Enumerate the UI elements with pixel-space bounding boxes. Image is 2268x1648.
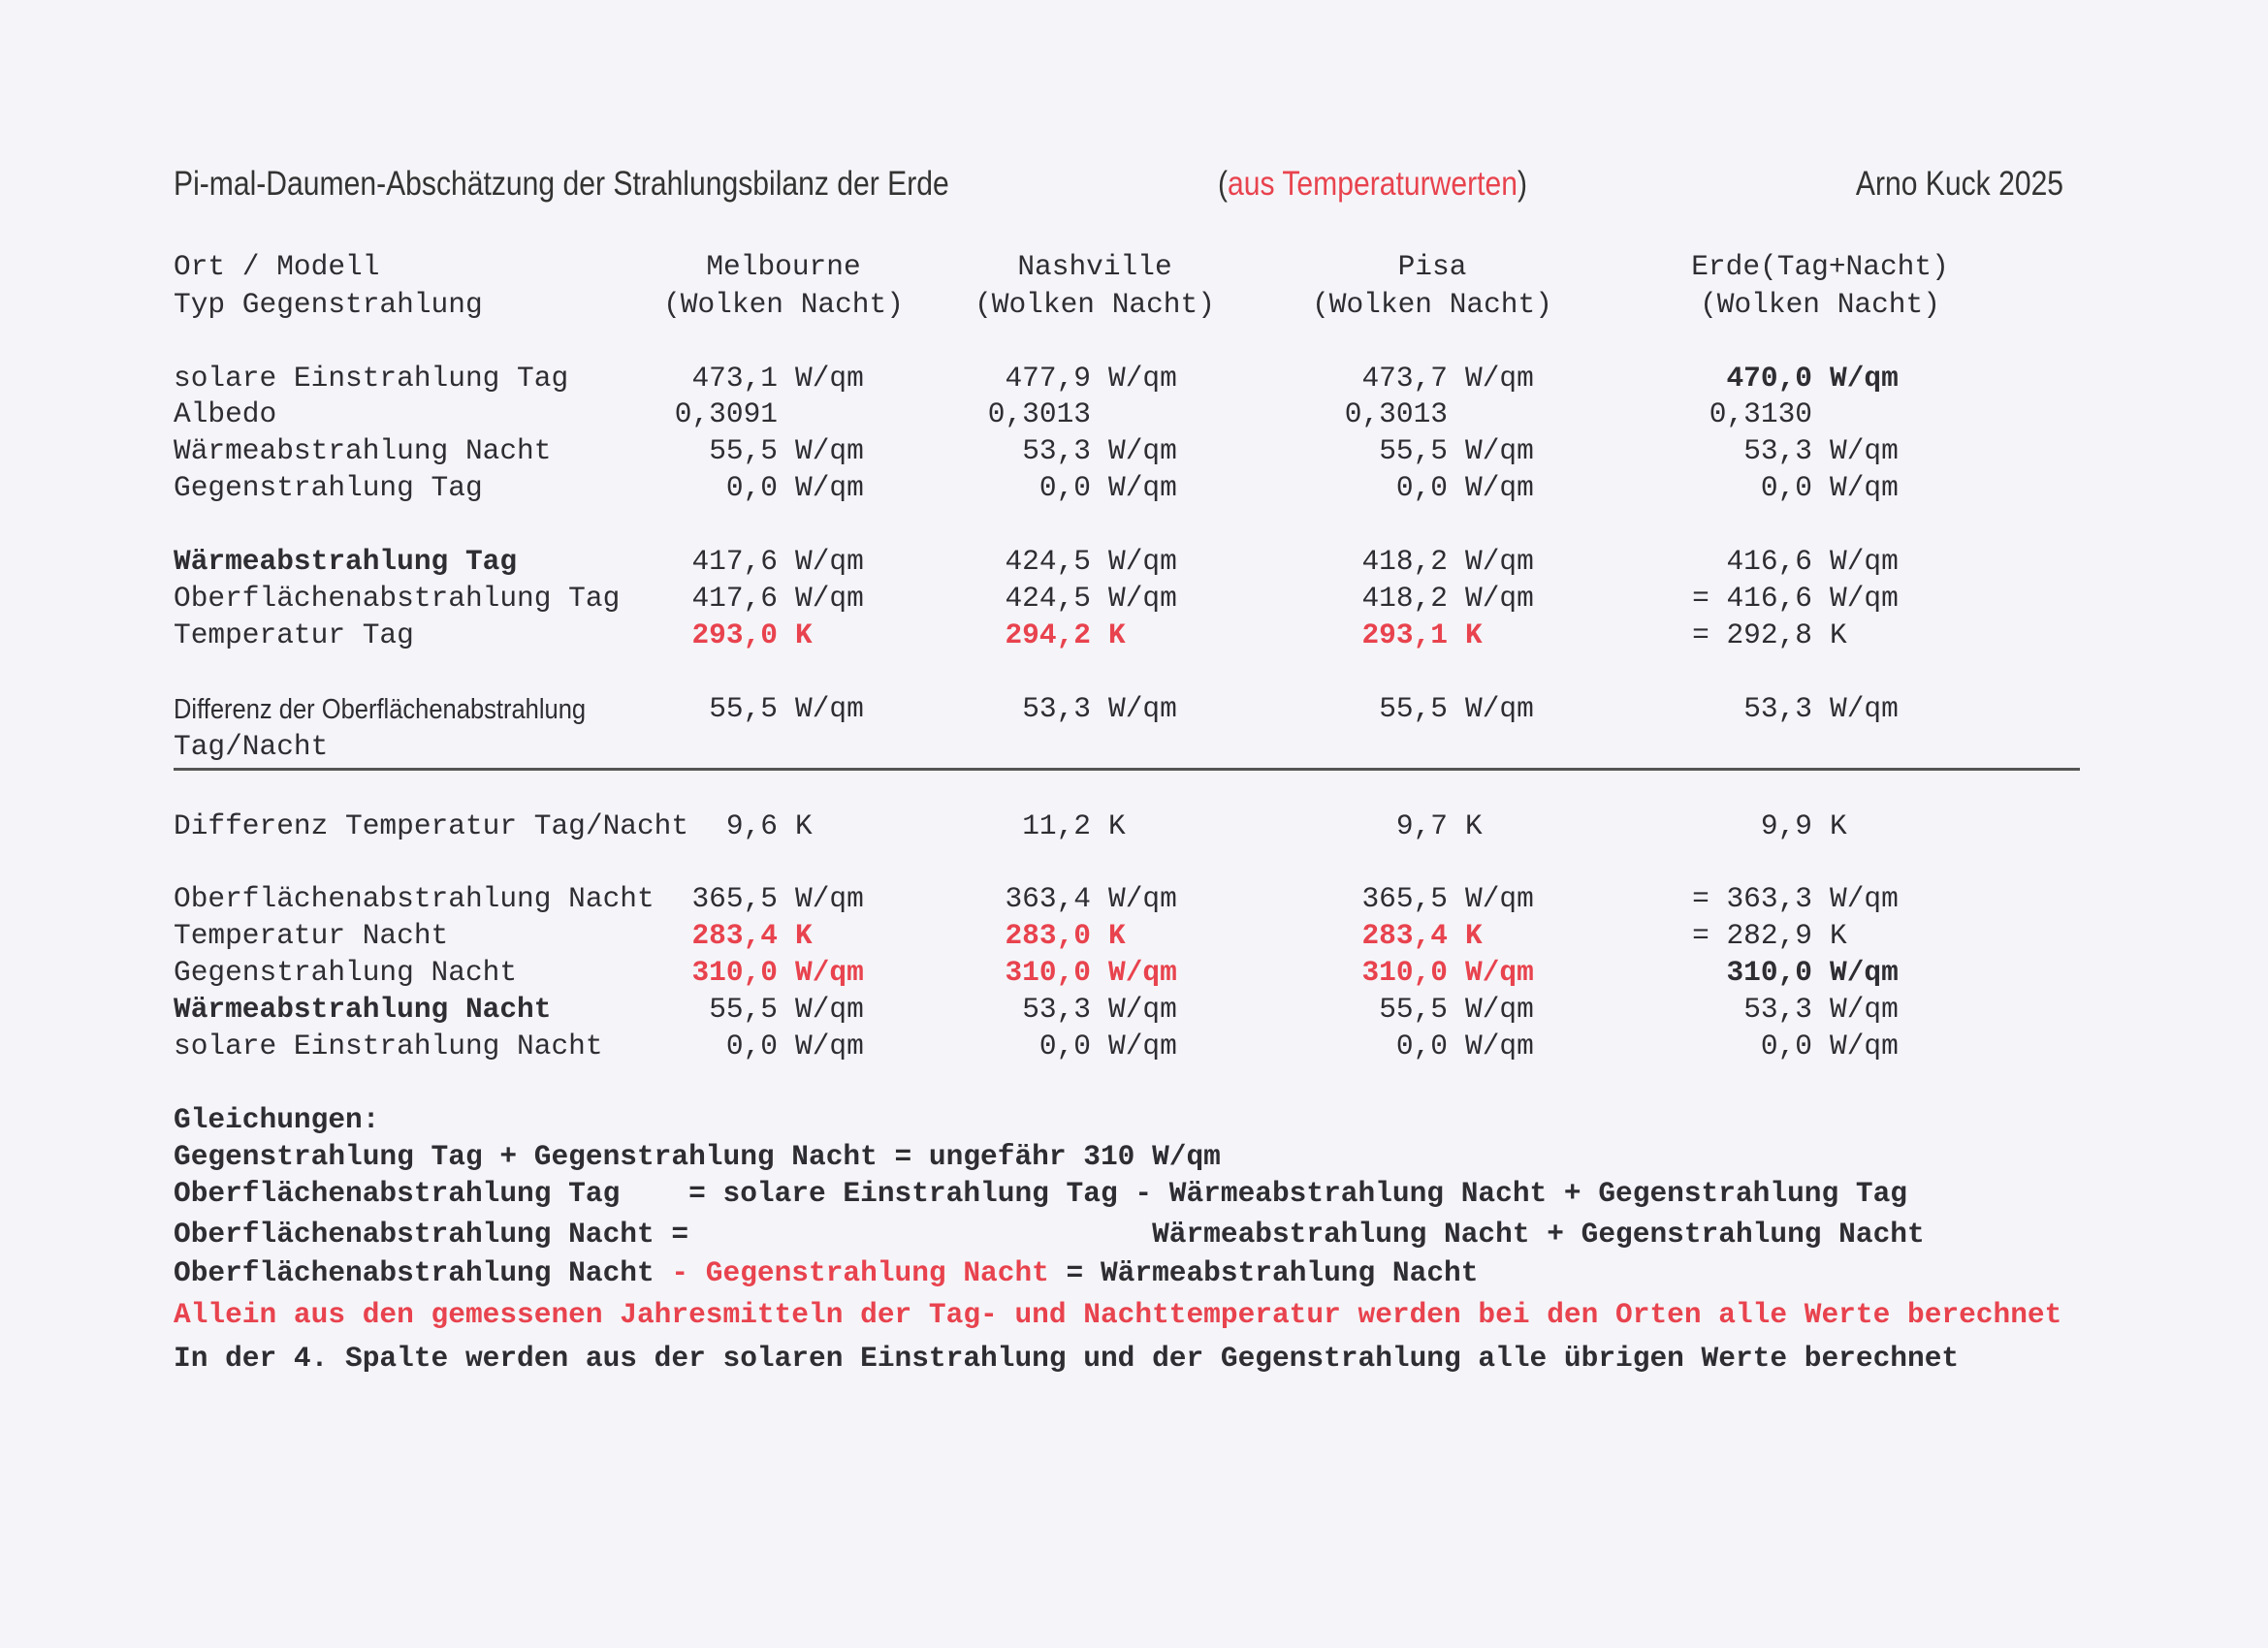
cell-value: 0,0 — [725, 471, 778, 504]
row-label: Albedo — [174, 397, 277, 430]
table-cell — [0, 809, 1812, 842]
cell-unit: W/qm — [1465, 471, 1534, 504]
cell-value: 310,0 — [1361, 956, 1448, 989]
cell-unit: W/qm — [795, 434, 864, 467]
cell-unit: W/qm — [1108, 471, 1177, 504]
cell-unit: W/qm — [795, 362, 864, 395]
cell-value: 424,5 — [1005, 545, 1091, 578]
equation-segment: Allein aus den gemessenen Jahresmitteln der Tag- und Nachttemperatur werden bei den Orten alle Werte berechnet — [174, 1298, 2062, 1331]
cell-value: 0,3013 — [1344, 397, 1448, 430]
subtitle-open-paren: ( — [1218, 165, 1229, 203]
cell-value: 470,0 — [1726, 362, 1812, 395]
cell-unit: W/qm — [1108, 993, 1177, 1026]
table-cell — [0, 956, 1812, 989]
cell-unit: K — [1830, 618, 1847, 651]
equation-segment: = Wärmeabstrahlung Nacht — [1048, 1256, 1479, 1289]
cell-value: 55,5 — [709, 692, 778, 725]
cell-unit: K — [1108, 809, 1126, 842]
cell-unit: W/qm — [1830, 692, 1899, 725]
row-label-continued: Tag/Nacht — [174, 730, 329, 763]
cell-value: 55,5 — [1379, 692, 1448, 725]
cell-unit: W/qm — [1465, 993, 1534, 1026]
cell-value: 0,0 — [1760, 471, 1812, 504]
cell-value: = 363,3 — [1692, 882, 1812, 915]
cell-unit: K — [1108, 618, 1126, 651]
equation-segment: Oberflächenabstrahlung Nacht — [174, 1256, 672, 1289]
cell-value: = 416,6 — [1692, 582, 1812, 615]
cell-value: 0,0 — [1038, 471, 1091, 504]
cell-unit: W/qm — [1108, 956, 1177, 989]
column-header: (Wolken Nacht) — [663, 288, 904, 321]
cell-unit: K — [1465, 618, 1483, 651]
cell-value: 417,6 — [691, 545, 778, 578]
cell-value: 417,6 — [691, 582, 778, 615]
subtitle-text: aus Temperaturwerten — [1228, 165, 1517, 203]
row-label: solare Einstrahlung Nacht — [174, 1030, 603, 1062]
subtitle-close-paren: ) — [1517, 165, 1527, 203]
author-line: Arno Kuck 2025 — [1855, 165, 2063, 203]
cell-unit: W/qm — [1830, 434, 1899, 467]
cell-unit: W/qm — [1108, 882, 1177, 915]
cell-value: 0,0 — [1395, 1030, 1448, 1062]
cell-value: 55,5 — [1379, 434, 1448, 467]
cell-value: 418,2 — [1361, 545, 1448, 578]
cell-unit: K — [795, 618, 813, 651]
row-label: Temperatur Tag — [174, 618, 414, 651]
row-label: Wärmeabstrahlung Tag — [174, 545, 518, 578]
row-label: Gegenstrahlung Tag — [174, 471, 483, 504]
cell-value: = 292,8 — [1692, 618, 1812, 651]
cell-value: 0,3130 — [1709, 397, 1812, 430]
cell-unit: W/qm — [1465, 582, 1534, 615]
table-cell — [0, 618, 1812, 651]
cell-value: 0,0 — [1038, 1030, 1091, 1062]
column-header: Pisa — [1397, 250, 1467, 283]
cell-unit: K — [795, 809, 813, 842]
cell-value: 310,0 — [691, 956, 778, 989]
cell-unit: W/qm — [1465, 434, 1534, 467]
cell-unit: W/qm — [1830, 993, 1899, 1026]
cell-value: 11,2 — [1022, 809, 1091, 842]
cell-value: 53,3 — [1743, 692, 1812, 725]
cell-value: 55,5 — [709, 434, 778, 467]
equation-segment: Gegenstrahlung Tag + Gegenstrahlung Nacht = ungefähr 310 W/qm — [174, 1140, 1221, 1173]
cell-unit: W/qm — [1108, 362, 1177, 395]
cell-value: 293,1 — [1361, 618, 1448, 651]
cell-value: 418,2 — [1361, 582, 1448, 615]
equation-line — [174, 1256, 1478, 1289]
cell-unit: W/qm — [795, 471, 864, 504]
header-label: Ort / Modell — [174, 250, 380, 283]
row-label: Oberflächenabstrahlung Nacht — [174, 882, 655, 915]
table-cell — [0, 471, 1812, 504]
cell-unit: W/qm — [795, 692, 864, 725]
cell-value: 294,2 — [1005, 618, 1091, 651]
cell-unit: W/qm — [795, 993, 864, 1026]
cell-unit: W/qm — [795, 1030, 864, 1062]
cell-unit: W/qm — [795, 582, 864, 615]
cell-unit: K — [1830, 919, 1847, 952]
cell-value: 283,4 — [691, 919, 778, 952]
cell-unit: K — [795, 919, 813, 952]
cell-value: 416,6 — [1726, 545, 1812, 578]
table-cell — [0, 397, 1812, 430]
table-cell — [0, 582, 1812, 615]
equation-segment: Oberflächenabstrahlung Nacht = Wärmeabstrahlung Nacht + Gegenstrahlung Nacht — [174, 1218, 1925, 1251]
cell-unit: W/qm — [795, 882, 864, 915]
cell-unit: W/qm — [1830, 582, 1899, 615]
cell-unit: W/qm — [1830, 362, 1899, 395]
cell-value: 283,0 — [1005, 919, 1091, 952]
cell-value: 55,5 — [1379, 993, 1448, 1026]
cell-value: 283,4 — [1361, 919, 1448, 952]
cell-unit: K — [1108, 919, 1126, 952]
cell-unit: W/qm — [1465, 545, 1534, 578]
cell-value: 293,0 — [691, 618, 778, 651]
cell-value: 9,9 — [1760, 809, 1812, 842]
cell-unit: W/qm — [1108, 545, 1177, 578]
cell-unit: W/qm — [1108, 582, 1177, 615]
row-label: solare Einstrahlung Tag — [174, 362, 569, 395]
equation-segment: - Gegenstrahlung Nacht — [671, 1256, 1049, 1289]
equation-segment: Oberflächenabstrahlung Tag = solare Einstrahlung Tag - Wärmeabstrahlung Nacht + Gegenstrahlung Tag — [174, 1177, 1907, 1210]
separator-line — [174, 768, 2080, 771]
table-cell — [0, 362, 1812, 395]
column-header: Melbourne — [706, 250, 861, 283]
cell-value: 55,5 — [709, 993, 778, 1026]
row-label: Wärmeabstrahlung Nacht — [174, 993, 552, 1026]
table-cell — [0, 882, 1812, 915]
cell-value: 0,3013 — [987, 397, 1091, 430]
cell-unit: W/qm — [1830, 882, 1899, 915]
cell-value: 53,3 — [1743, 993, 1812, 1026]
table-cell — [0, 993, 1812, 1026]
cell-unit: W/qm — [1465, 692, 1534, 725]
row-label: Gegenstrahlung Nacht — [174, 956, 518, 989]
equations-heading: Gleichungen: — [174, 1103, 380, 1136]
table-cell — [0, 545, 1812, 578]
table-cell — [0, 919, 1812, 952]
table-cell — [0, 1030, 1812, 1062]
cell-value: 477,9 — [1005, 362, 1091, 395]
cell-value: 365,5 — [1361, 882, 1448, 915]
cell-value: 53,3 — [1022, 692, 1091, 725]
document-subtitle — [1218, 165, 1527, 204]
cell-unit: W/qm — [1108, 1030, 1177, 1062]
equation-segment: In der 4. Spalte werden aus der solaren Einstrahlung und der Gegenstrahlung alle übrigen Werte berechnet — [174, 1342, 1960, 1375]
row-label: Wärmeabstrahlung Nacht — [174, 434, 552, 467]
cell-value: = 282,9 — [1692, 919, 1812, 952]
cell-unit: W/qm — [795, 545, 864, 578]
cell-value: 310,0 — [1005, 956, 1091, 989]
cell-value: 0,0 — [1395, 471, 1448, 504]
cell-value: 53,3 — [1022, 434, 1091, 467]
table-cell — [0, 434, 1812, 467]
cell-value: 0,0 — [1760, 1030, 1812, 1062]
cell-value: 53,3 — [1743, 434, 1812, 467]
row-label: Oberflächenabstrahlung Tag — [174, 582, 621, 615]
column-header: (Wolken Nacht) — [1312, 288, 1552, 321]
cell-unit: K — [1465, 809, 1483, 842]
equation-line — [174, 1140, 1221, 1173]
cell-value: 9,7 — [1395, 809, 1448, 842]
cell-value: 424,5 — [1005, 582, 1091, 615]
cell-unit: W/qm — [1465, 362, 1534, 395]
table-cell — [0, 692, 1812, 725]
row-label: Differenz Temperatur Tag/Nacht — [174, 809, 689, 842]
cell-value: 310,0 — [1726, 956, 1812, 989]
document-title: Pi-mal-Daumen-Abschätzung der Strahlungsbilanz der Erde — [174, 165, 949, 203]
equation-line — [174, 1342, 1959, 1375]
column-header: (Wolken Nacht) — [1700, 288, 1940, 321]
cell-unit: W/qm — [1830, 471, 1899, 504]
cell-unit: K — [1465, 919, 1483, 952]
cell-unit: W/qm — [1108, 692, 1177, 725]
cell-unit: W/qm — [1465, 882, 1534, 915]
header-label: Typ Gegenstrahlung — [174, 288, 483, 321]
row-label: Differenz der Oberflächenabstrahlung — [174, 694, 587, 725]
equation-line — [174, 1218, 1925, 1251]
column-header: Nashville — [1017, 250, 1172, 283]
cell-unit: W/qm — [1830, 1030, 1899, 1062]
cell-unit: W/qm — [1830, 956, 1899, 989]
column-header: Erde(Tag+Nacht) — [1691, 250, 1949, 283]
cell-value: 473,1 — [691, 362, 778, 395]
cell-value: 0,0 — [725, 1030, 778, 1062]
cell-value: 9,6 — [725, 809, 778, 842]
cell-unit: W/qm — [1830, 545, 1899, 578]
cell-unit: W/qm — [1108, 434, 1177, 467]
cell-value: 365,5 — [691, 882, 778, 915]
equation-line — [174, 1177, 1907, 1210]
column-header: (Wolken Nacht) — [974, 288, 1215, 321]
cell-unit: W/qm — [1465, 1030, 1534, 1062]
cell-unit: K — [1830, 809, 1847, 842]
cell-value: 53,3 — [1022, 993, 1091, 1026]
cell-value: 363,4 — [1005, 882, 1091, 915]
cell-unit: W/qm — [1465, 956, 1534, 989]
cell-value: 473,7 — [1361, 362, 1448, 395]
row-label: Temperatur Nacht — [174, 919, 449, 952]
cell-unit: W/qm — [795, 956, 864, 989]
cell-value: 0,3091 — [674, 397, 778, 430]
equation-line — [174, 1298, 2061, 1331]
